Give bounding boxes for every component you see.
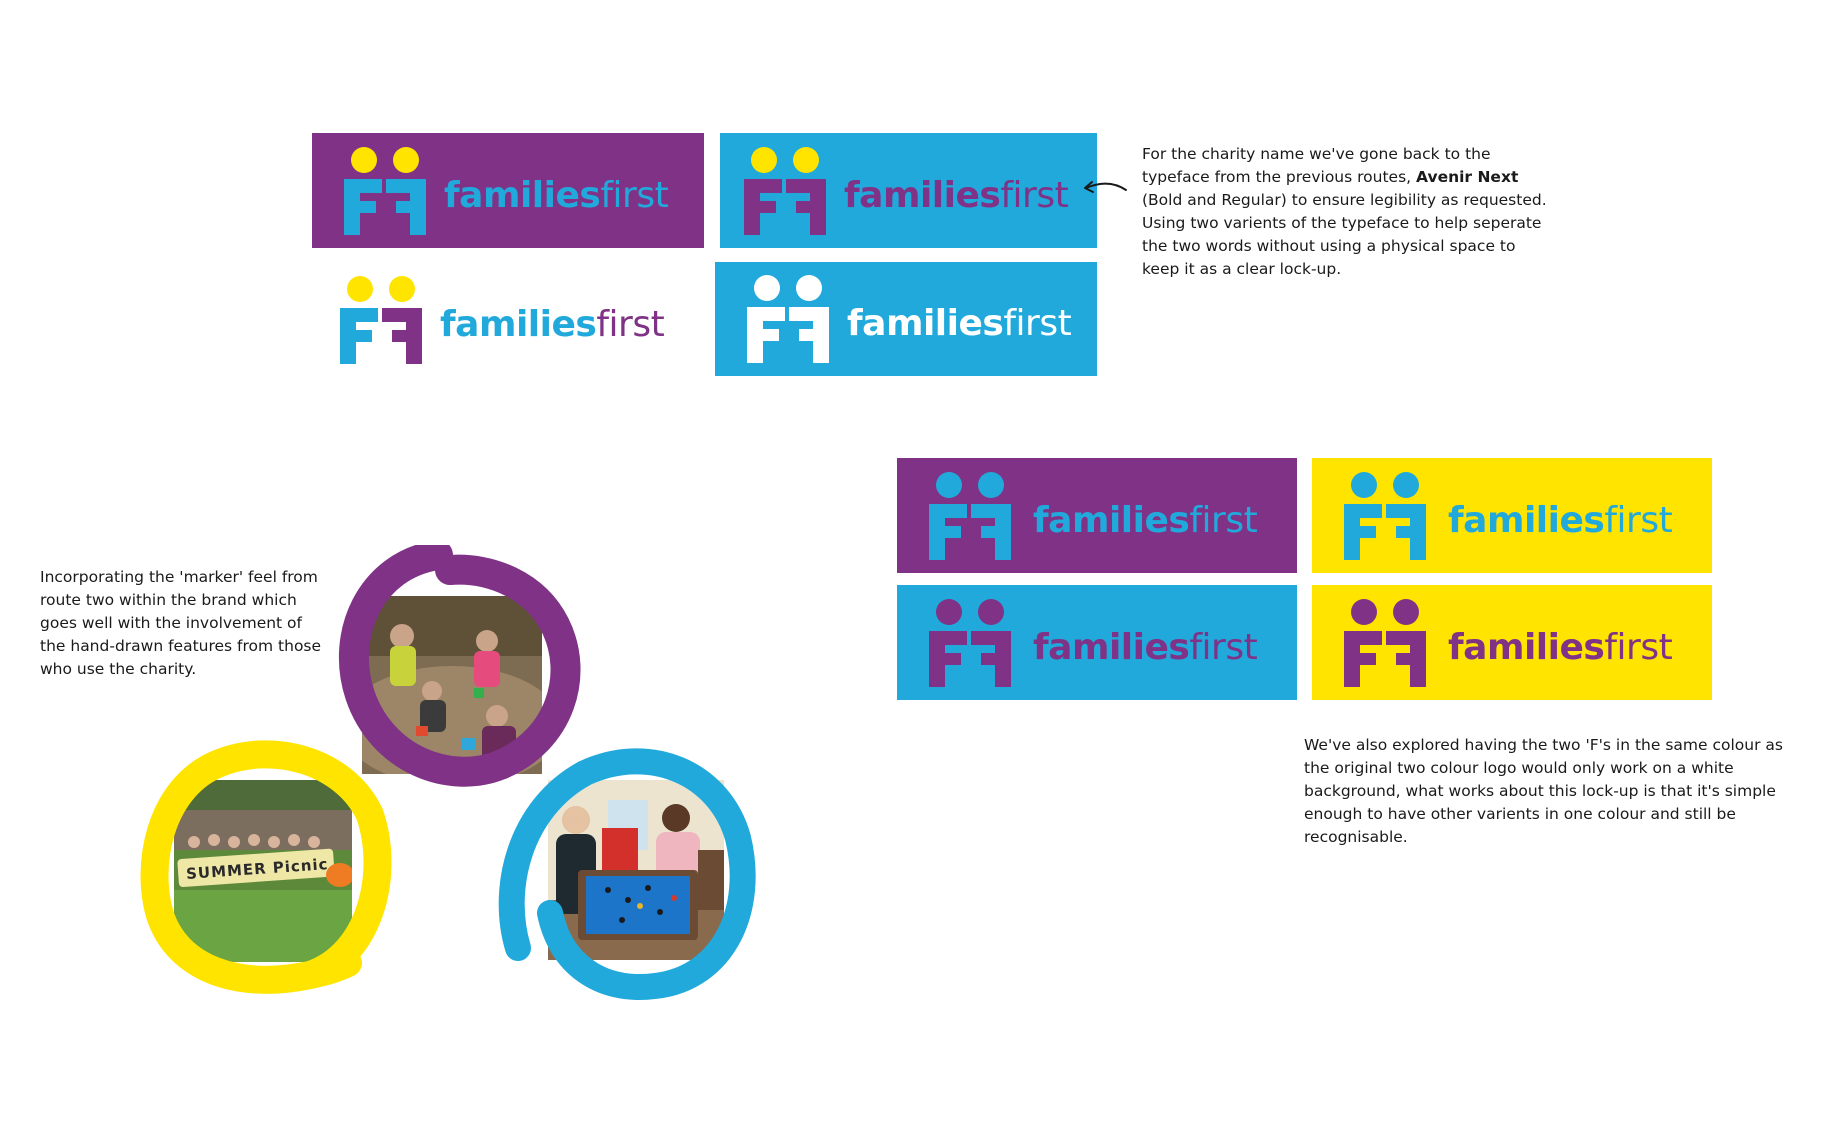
wordmark [1033, 626, 1258, 668]
wordmark-bold: families [1448, 626, 1605, 668]
single-colour-note-text: We've also explored having the two 'F's in the same colour as the original two colour logo would only work on a white background, what works about this lock-up is that it's simple enough to have other varients in one colour and still be recognisable. [1304, 736, 1783, 846]
wordmark-bold: families [1033, 626, 1190, 668]
wordmark [1033, 499, 1258, 541]
wordmark-regular: first [1604, 499, 1673, 541]
logo-panel-purple-bg-blue [897, 458, 1297, 573]
wordmark-bold: families [1448, 499, 1605, 541]
marker-note-text: Incorporating the 'marker' feel from route two within the brand which goes well with the involvement of the hand-drawn features from those who use the charity. [40, 568, 322, 678]
ff-logo-icon [927, 470, 1013, 562]
wordmark-regular: first [1189, 626, 1258, 668]
ff-logo-icon [745, 273, 831, 365]
wordmark-regular: first [1000, 174, 1069, 216]
wordmark-bold: families [440, 303, 597, 345]
ff-logo-icon [927, 597, 1013, 689]
ff-logo-icon [742, 145, 828, 237]
ff-logo-icon [338, 274, 424, 366]
logo-panel-yellow-bg-blue [1312, 458, 1712, 573]
typeface-note-text: For the charity name we've gone back to the typeface from the previous routes, Avenir Next (Bold and Regular) to ensure legibility as requested. Using two varients of the typeface to help seperate the two words without using a physical space to keep it as a clear lock-up. [1142, 145, 1547, 278]
ff-logo-icon [342, 145, 428, 237]
yellow-marker-ring [140, 735, 400, 1005]
wordmark-bold: families [847, 303, 1004, 344]
picnic-banner-text: SUMMER Picnic [185, 855, 330, 883]
typeface-name: Avenir Next [1416, 168, 1519, 186]
logo-panel-blue-bg [720, 133, 1097, 248]
wordmark-bold: families [844, 174, 1001, 216]
logo-panel-purple-bg [312, 133, 704, 248]
wordmark [844, 174, 1069, 216]
wordmark-regular: first [600, 174, 669, 216]
wordmark [1448, 626, 1673, 668]
logo-panel-blue-bg-white [715, 262, 1097, 376]
marker-note [40, 566, 330, 681]
ff-logo-icon [1342, 470, 1428, 562]
wordmark-regular: first [1189, 499, 1258, 541]
logo-panel-yellow-bg-purple [1312, 585, 1712, 700]
arrow-icon [1080, 176, 1130, 200]
wordmark-bold: families [444, 174, 601, 216]
wordmark-regular: first [1003, 303, 1072, 344]
wordmark [444, 174, 669, 216]
wordmark-regular: first [596, 303, 665, 345]
logo-panel-blue-bg-purple [897, 585, 1297, 700]
single-colour-note [1304, 734, 1804, 849]
blue-marker-ring [490, 738, 765, 1003]
wordmark [1448, 499, 1673, 541]
wordmark [440, 303, 665, 345]
logo-panel-white-bg [312, 262, 704, 377]
wordmark-regular: first [1604, 626, 1673, 668]
typeface-note [1142, 143, 1547, 281]
ff-logo-icon [1342, 597, 1428, 689]
wordmark-bold: families [1033, 499, 1190, 541]
wordmark [847, 303, 1072, 344]
